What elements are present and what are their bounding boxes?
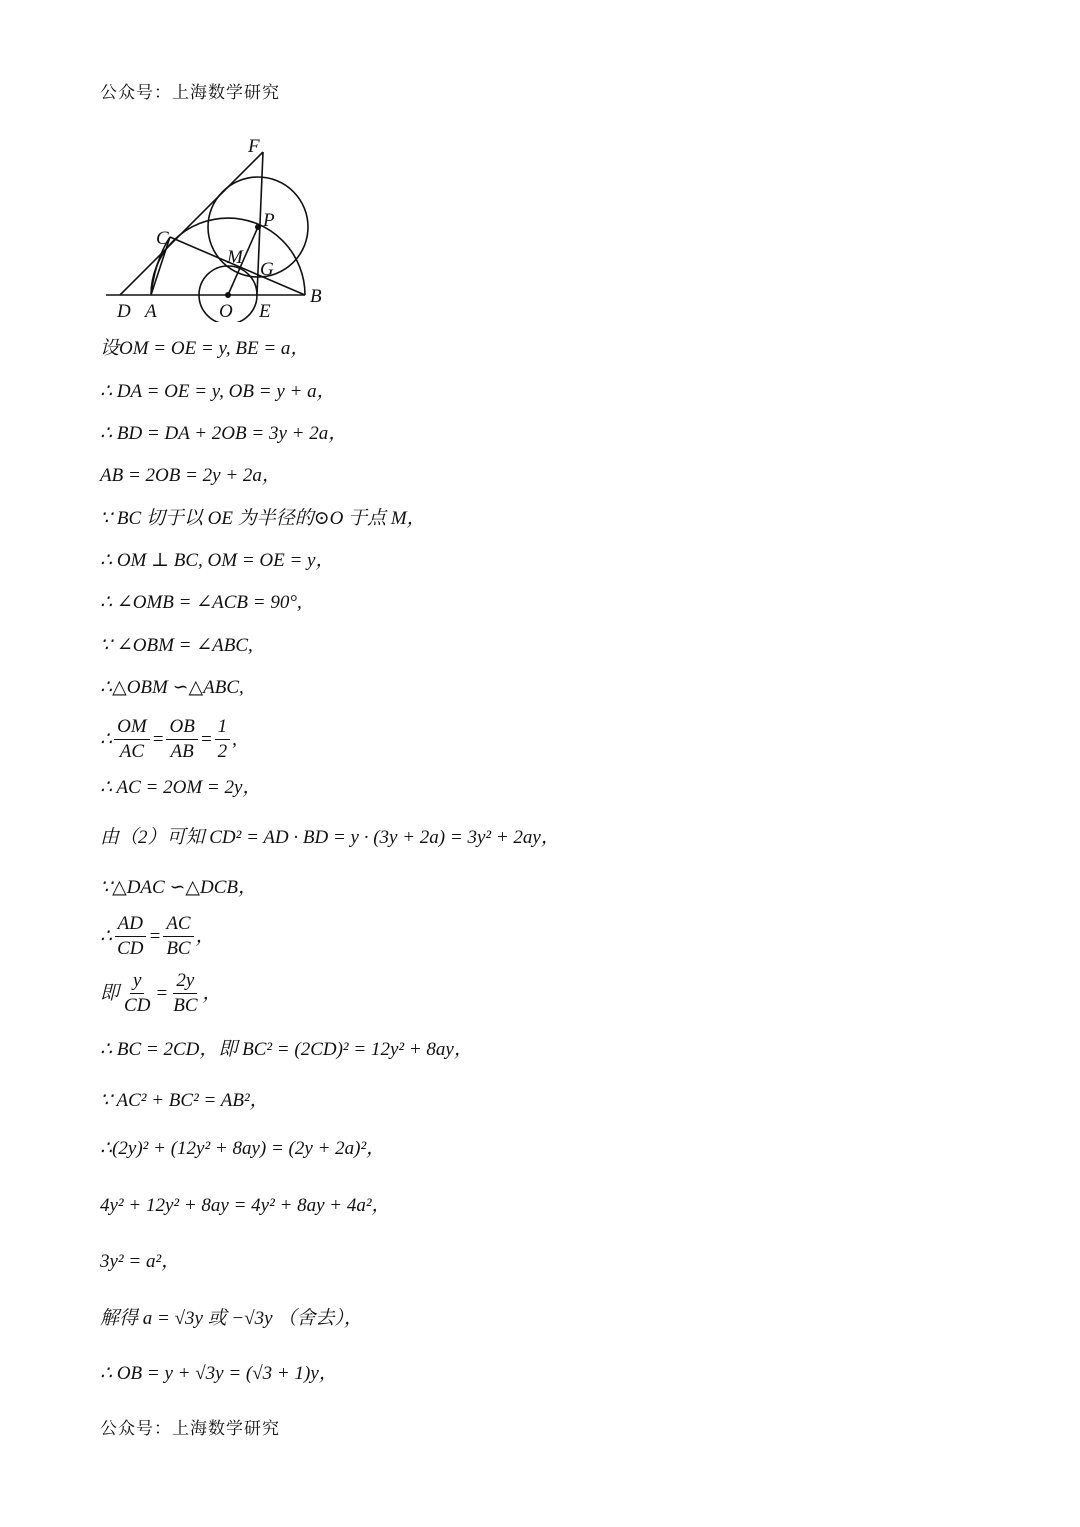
solution-line: ∴ ∠OMB = ∠ACB = 90°, (100, 592, 302, 613)
solution-line: ∴ OM ⊥ BC, OM = OE = y， (100, 550, 335, 571)
fraction-line-1: ∴ $\frac{OM}{AC}$ = $\frac{OB}{AB}$ = $\frac{1}{2}$ , (100, 716, 237, 762)
solution-line: ∴ AC = 2OM = 2y， (100, 777, 262, 798)
solution-line: ∴ DA = OE = y, OB = y + a， (100, 381, 336, 402)
label-A: A (145, 301, 157, 322)
label-O: O (219, 301, 233, 322)
solution-line: AB = 2OB = 2y + 2a， (100, 465, 281, 486)
solution-line: 3y² = a²， (100, 1251, 181, 1272)
solution-line: 由（2）可知 CD² = AD · BD = y · (3y + 2a) = 3y² + 2ay， (100, 827, 560, 848)
geometry-figure (100, 132, 340, 322)
solution-line: ∵ AC² + BC² = AB²， (100, 1090, 269, 1111)
solution-line: ∵△DAC ∽△DCB， (100, 877, 257, 898)
solution-line: 解得 a = √3y 或 −√3y （舍去）， (100, 1308, 363, 1329)
label-F: F (248, 136, 260, 157)
label-G: G (260, 259, 274, 280)
point-O (225, 292, 231, 298)
solution-line: ∴ BC = 2CD，即 BC² = (2CD)² = 12y² + 8ay， (100, 1039, 473, 1060)
label-B: B (310, 286, 322, 307)
label-D: D (117, 301, 131, 322)
solution-line: 设OM = OE = y, BE = a， (100, 338, 310, 359)
footer-text: 公众号：上海数学研究 (100, 1419, 280, 1439)
solution-line: ∴△OBM ∽△ABC, (100, 677, 244, 698)
header-text: 公众号：上海数学研究 (100, 83, 280, 103)
solution-line: ∵ ∠OBM = ∠ABC, (100, 635, 253, 656)
solution-line: ∴(2y)² + (12y² + 8ay) = (2y + 2a)²， (100, 1138, 386, 1159)
label-M: M (227, 247, 243, 268)
solution-line: 4y² + 12y² + 8ay = 4y² + 8ay + 4a²， (100, 1195, 391, 1216)
point-P (255, 224, 261, 230)
solution-line: ∵ BC 切于以 OE 为半径的⊙O 于点 M， (100, 508, 426, 529)
label-P: P (263, 210, 275, 231)
label-C: C (156, 228, 169, 249)
fraction-line-3: 即 $\frac{y}{CD}$ = $\frac{2y}{BC}$ ， (100, 970, 222, 1016)
solution-line: ∴ BD = DA + 2OB = 3y + 2a， (100, 423, 348, 444)
solution-line: ∴ OB = y + √3y = (√3 + 1)y， (100, 1363, 338, 1384)
fraction-line-2: ∴ $\frac{AD}{CD}$ = $\frac{AC}{BC}$ ， (100, 913, 215, 959)
label-E: E (259, 301, 271, 322)
